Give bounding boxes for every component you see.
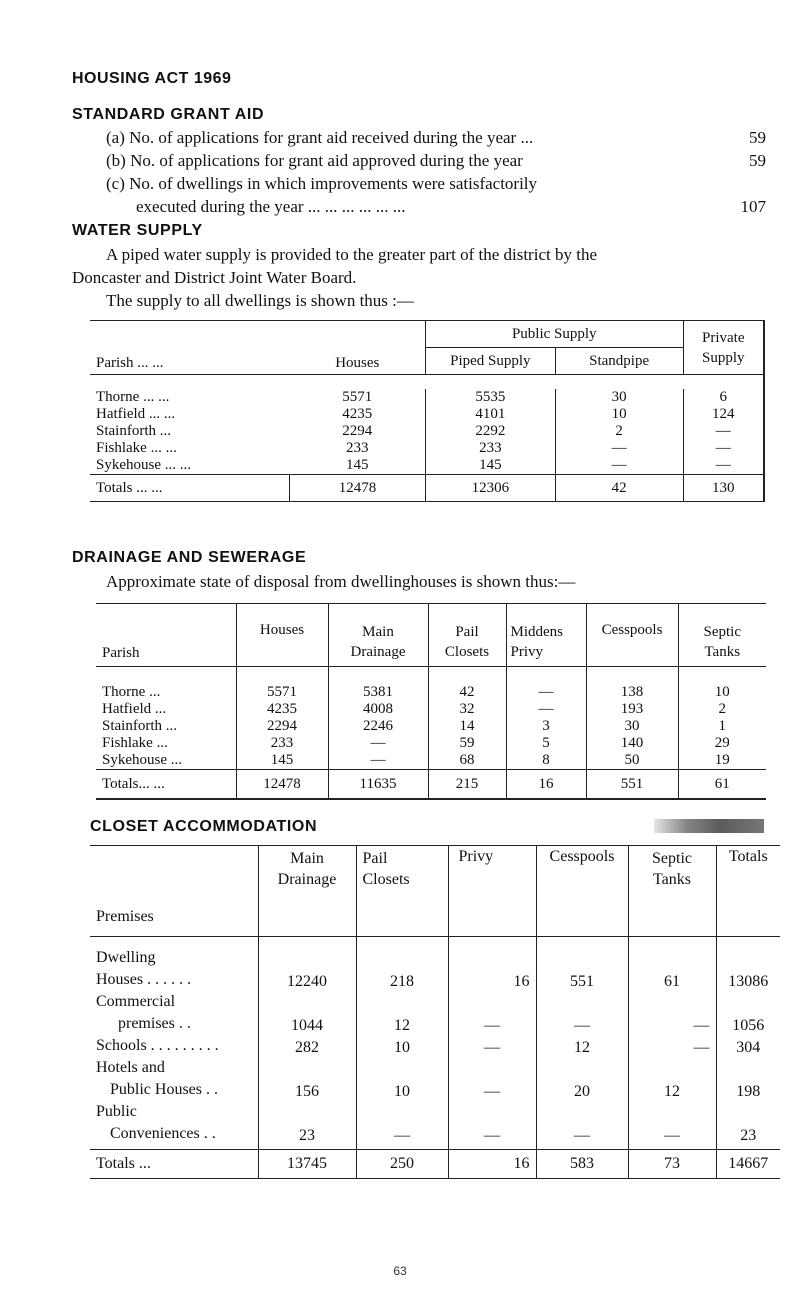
closet-totals-label: Totals ...	[96, 1155, 151, 1172]
drainage-row-pail: 14	[428, 718, 506, 735]
drainage-row-main: 4008	[328, 701, 428, 718]
closet-header-cesspools: Cesspools	[536, 846, 628, 937]
closet-row-totals: 1056	[716, 991, 780, 1035]
water-para-3: The supply to all dwellings is shown thus :—	[106, 291, 414, 310]
drainage-row-houses: 145	[236, 752, 328, 770]
water-row-parish: Stainforth ...	[96, 423, 171, 439]
water-header-private-line2: Supply	[702, 349, 745, 366]
water-header-piped: Piped Supply	[425, 348, 555, 375]
grant-item-b-value: 59	[749, 151, 766, 170]
grant-item-b-label: (b) No. of applications for grant aid approved during the year	[106, 151, 523, 170]
grant-item-a-value: 59	[749, 128, 766, 147]
water-row-piped: 4101	[425, 406, 555, 423]
drainage-header-cesspools: Cesspools	[586, 604, 678, 667]
water-row-standpipe: —	[555, 440, 683, 457]
drainage-row-cesspools: 193	[586, 701, 678, 718]
closet-row-privy: 16	[448, 947, 536, 991]
closet-row-main: 23	[258, 1101, 356, 1150]
water-header-private-line1: Private	[702, 329, 745, 346]
water-header-standpipe: Standpipe	[555, 348, 683, 375]
closet-row-premises	[90, 1057, 258, 1101]
closet-totals-pail: 250	[356, 1150, 448, 1179]
drainage-totals-houses: 12478	[236, 770, 328, 800]
table-row	[90, 423, 764, 440]
drainage-header-houses: Houses	[236, 604, 328, 667]
water-row-standpipe: 2	[555, 423, 683, 440]
closet-row-premises-l2: Houses . . . . . .	[96, 971, 192, 988]
drainage-row-septic: 29	[678, 735, 766, 752]
drainage-row-houses: 4235	[236, 701, 328, 718]
closet-header-totals: Totals	[716, 846, 780, 937]
drainage-row-main: 2246	[328, 718, 428, 735]
closet-row-septic: 12	[628, 1057, 716, 1101]
water-row-parish: Hatfield ... ...	[96, 406, 176, 422]
closet-table	[90, 845, 780, 1179]
closet-row-privy: —	[448, 1101, 536, 1150]
table-row	[90, 991, 780, 1035]
grant-section-title: STANDARD GRANT AID	[72, 106, 265, 123]
closet-row-septic: —	[628, 991, 716, 1035]
closet-row-premises	[90, 991, 258, 1035]
drainage-row-houses: 2294	[236, 718, 328, 735]
page-number: 63	[393, 1264, 407, 1278]
closet-row-premises	[90, 947, 258, 991]
drainage-row-cesspools: 140	[586, 735, 678, 752]
drainage-header-middens-l2: Privy	[510, 644, 544, 660]
drainage-totals-septic: 61	[678, 770, 766, 800]
water-row-houses: 145	[346, 457, 369, 473]
closet-header-main-l1: Main	[290, 850, 324, 867]
print-smudge	[654, 819, 764, 833]
water-row-private: 6	[683, 389, 764, 406]
drainage-totals-main: 11635	[328, 770, 428, 800]
water-supply-table	[90, 320, 765, 502]
closet-row-pail: 218	[356, 947, 448, 991]
table-row	[90, 947, 780, 991]
drainage-header-septic	[678, 604, 766, 667]
table-row	[90, 440, 764, 457]
closet-row-totals: 23	[716, 1101, 780, 1150]
closet-header-main-l2: Drainage	[277, 871, 337, 888]
closet-row-pail: 12	[356, 991, 448, 1035]
water-totals-private: 130	[683, 475, 764, 502]
drainage-row-parish: Hatfield ...	[102, 701, 167, 717]
water-row-houses: 5571	[342, 389, 373, 405]
drainage-row-parish: Fishlake ...	[102, 735, 168, 751]
drainage-table	[96, 603, 766, 800]
table-row	[90, 457, 764, 475]
closet-row-premises-l2: premises . .	[118, 1015, 191, 1032]
drainage-row-cesspools: 138	[586, 684, 678, 701]
water-row-houses: 233	[346, 440, 369, 456]
water-section-title: WATER SUPPLY	[72, 222, 203, 239]
closet-row-pail: 10	[356, 1035, 448, 1057]
water-totals-row	[90, 475, 764, 502]
drainage-row-septic: 10	[678, 684, 766, 701]
closet-totals-row	[90, 1150, 780, 1179]
closet-header-septic	[628, 846, 716, 937]
drainage-row-main: —	[328, 735, 428, 752]
water-row-private: 124	[683, 406, 764, 423]
closet-row-pail: 10	[356, 1057, 448, 1101]
drainage-row-septic: 1	[678, 718, 766, 735]
closet-row-premises	[90, 1101, 258, 1150]
closet-header-pail	[356, 846, 448, 937]
closet-row-main: 12240	[258, 947, 356, 991]
table-row	[90, 1035, 780, 1057]
water-row-private: —	[683, 440, 764, 457]
closet-row-premises-l2: Public Houses . .	[110, 1081, 218, 1098]
grant-item-c-value: 107	[740, 197, 766, 216]
water-row-piped: 233	[425, 440, 555, 457]
drainage-header-pail-l1: Pail	[455, 624, 479, 640]
drainage-header-septic-l2: Tanks	[704, 644, 741, 660]
closet-row-totals: 304	[716, 1035, 780, 1057]
drainage-row-houses: 5571	[236, 684, 328, 701]
drainage-row-pail: 68	[428, 752, 506, 770]
water-row-private: —	[683, 457, 764, 475]
closet-totals-privy: 16	[448, 1150, 536, 1179]
closet-header-main	[258, 846, 356, 937]
closet-row-totals: 13086	[716, 947, 780, 991]
closet-row-main: 1044	[258, 991, 356, 1035]
closet-row-totals: 198	[716, 1057, 780, 1101]
closet-row-cesspools: 20	[536, 1057, 628, 1101]
drainage-row-septic: 2	[678, 701, 766, 718]
closet-header-privy: Privy	[448, 846, 536, 937]
drainage-row-pail: 42	[428, 684, 506, 701]
drainage-row-main: —	[328, 752, 428, 770]
closet-row-premises-l2: Schools . . . . . . . . .	[96, 1037, 219, 1054]
closet-row-premises-l1: Dwelling	[96, 949, 156, 966]
water-totals-label: Totals ... ...	[96, 479, 163, 496]
table-row	[96, 752, 766, 770]
water-row-private: —	[683, 423, 764, 440]
drainage-row-parish: Thorne ...	[102, 684, 161, 700]
closet-row-main: 156	[258, 1057, 356, 1101]
drainage-row-houses: 233	[236, 735, 328, 752]
closet-row-privy: —	[448, 1035, 536, 1057]
closet-totals-septic: 73	[628, 1150, 716, 1179]
water-header-houses: Houses	[290, 321, 426, 375]
closet-totals-cesspools: 583	[536, 1150, 628, 1179]
drainage-row-middens: —	[506, 684, 586, 701]
water-row-standpipe: 10	[555, 406, 683, 423]
water-row-houses: 2294	[342, 423, 373, 439]
water-totals-piped: 12306	[425, 475, 555, 502]
water-row-parish: Sykehouse ... ...	[96, 457, 191, 473]
table-row	[90, 1057, 780, 1101]
drainage-row-middens: 8	[506, 752, 586, 770]
drainage-header-main-l2: Drainage	[350, 644, 406, 660]
drainage-header-main-l1: Main	[362, 624, 394, 640]
drainage-row-pail: 59	[428, 735, 506, 752]
drainage-header-septic-l1: Septic	[703, 624, 741, 640]
drainage-row-main: 5381	[328, 684, 428, 701]
closet-row-premises	[90, 1035, 258, 1057]
table-row	[96, 684, 766, 701]
closet-header-septic-l1: Septic	[652, 850, 692, 867]
closet-header-pail-l2: Closets	[362, 871, 410, 888]
drainage-row-septic: 19	[678, 752, 766, 770]
water-row-piped: 5535	[425, 389, 555, 406]
drainage-header-pail	[428, 604, 506, 667]
water-row-parish: Fishlake ... ...	[96, 440, 177, 456]
table-row	[90, 1101, 780, 1150]
closet-row-cesspools: —	[536, 991, 628, 1035]
drainage-para: Approximate state of disposal from dwellinghouses is shown thus:—	[106, 572, 576, 591]
closet-row-septic: 61	[628, 947, 716, 991]
closet-row-privy: —	[448, 991, 536, 1035]
water-para-1: A piped water supply is provided to the greater part of the district by the	[106, 245, 597, 264]
closet-totals-main: 13745	[258, 1150, 356, 1179]
water-para-2: Doncaster and District Joint Water Board.	[72, 268, 357, 287]
closet-row-pail: —	[356, 1101, 448, 1150]
water-totals-houses: 12478	[290, 475, 426, 502]
drainage-row-middens: —	[506, 701, 586, 718]
drainage-row-cesspools: 50	[586, 752, 678, 770]
table-row	[96, 735, 766, 752]
closet-row-septic: —	[628, 1101, 716, 1150]
drainage-header-main	[328, 604, 428, 667]
closet-row-cesspools: 12	[536, 1035, 628, 1057]
drainage-section-title: DRAINAGE AND SEWERAGE	[72, 549, 307, 566]
closet-row-privy: —	[448, 1057, 536, 1101]
closet-row-premises-l1: Commercial	[96, 993, 176, 1010]
closet-row-premises-l1: Public	[96, 1103, 137, 1120]
water-header-private-supply	[683, 321, 764, 375]
closet-row-main: 282	[258, 1035, 356, 1057]
drainage-row-parish: Stainforth ...	[102, 718, 177, 734]
drainage-header-parish: Parish	[96, 604, 236, 667]
water-row-piped: 2292	[425, 423, 555, 440]
table-row	[90, 406, 764, 423]
drainage-totals-pail: 215	[428, 770, 506, 800]
water-row-piped: 145	[425, 457, 555, 475]
drainage-row-middens: 3	[506, 718, 586, 735]
drainage-totals-cesspools: 551	[586, 770, 678, 800]
table-row	[96, 701, 766, 718]
water-row-standpipe: —	[555, 457, 683, 475]
water-row-houses: 4235	[342, 406, 373, 422]
water-totals-standpipe: 42	[555, 475, 683, 502]
closet-totals-total: 14667	[716, 1150, 780, 1179]
closet-row-cesspools: 551	[536, 947, 628, 991]
drainage-header-pail-l2: Closets	[444, 644, 490, 660]
grant-item-c-label-cont: executed during the year ... ... ... ... ... ...	[136, 197, 406, 216]
grant-item-c-label: (c) No. of dwellings in which improvements were satisfactorily	[106, 174, 538, 193]
water-row-standpipe: 30	[555, 389, 683, 406]
drainage-totals-label: Totals... ...	[102, 775, 165, 792]
drainage-row-cesspools: 30	[586, 718, 678, 735]
drainage-totals-row	[96, 770, 766, 800]
page-title: HOUSING ACT 1969	[72, 70, 232, 87]
closet-row-premises-l1: Hotels and	[96, 1059, 165, 1076]
drainage-row-middens: 5	[506, 735, 586, 752]
grant-item-a-label: (a) No. of applications for grant aid received during the year ...	[106, 128, 534, 147]
drainage-header-middens	[506, 604, 586, 667]
drainage-header-middens-l1: Middens	[510, 624, 563, 640]
table-row	[96, 718, 766, 735]
closet-header-premises: Premises	[90, 846, 258, 937]
water-header-public-supply: Public Supply	[425, 321, 683, 348]
drainage-row-pail: 32	[428, 701, 506, 718]
water-row-parish: Thorne ... ...	[96, 389, 170, 405]
closet-row-cesspools: —	[536, 1101, 628, 1150]
closet-header-pail-l1: Pail	[362, 850, 388, 867]
table-row	[90, 389, 764, 406]
drainage-totals-middens: 16	[506, 770, 586, 800]
water-header-parish: Parish ... ...	[90, 321, 290, 375]
closet-row-premises-l2: Conveniences . .	[110, 1125, 216, 1142]
closet-header-septic-l2: Tanks	[653, 871, 691, 888]
closet-section-title: CLOSET ACCOMMODATION	[90, 818, 318, 835]
drainage-row-parish: Sykehouse ...	[102, 752, 182, 768]
closet-row-septic: —	[628, 1035, 716, 1057]
